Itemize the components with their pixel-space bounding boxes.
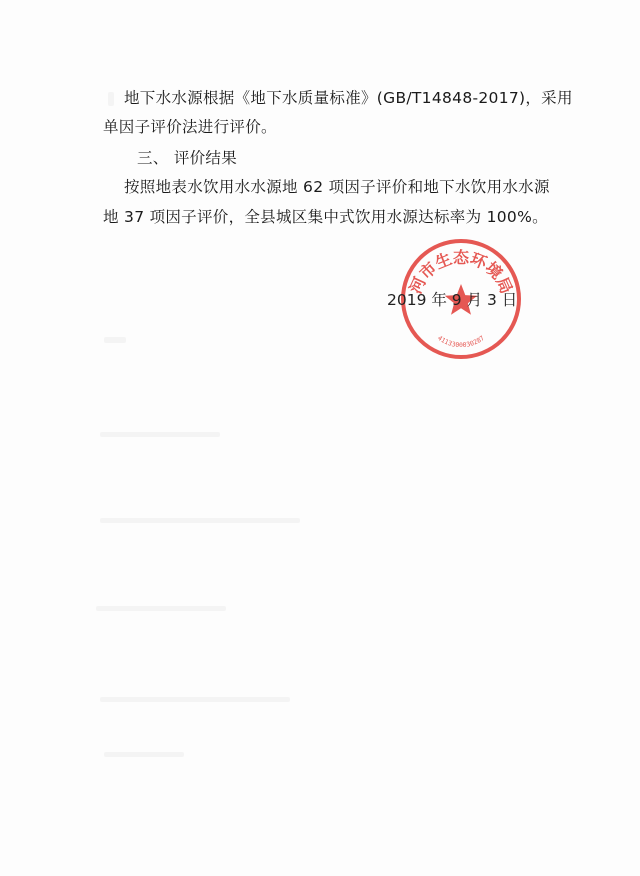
show-through-mark [108,92,114,106]
paragraph-1-line-2: 单因子评价法进行评价。 [103,118,277,136]
seal-number: 4113300030287 [436,334,486,350]
svg-text:4113300030287 [436,334,486,349]
document-date: 2019 年 9 月 3 日 [387,291,518,309]
paragraph-1-line-1: 地下水水源根据《地下水质量标准》(GB/T14848-2017)，采用 [124,89,573,107]
paragraph-2-line-2: 地 37 项因子评价，全县城区集中式饮用水源达标率为 100%。 [103,208,548,226]
show-through-mark [100,697,290,702]
seal-text: 河市生态环境局 [405,247,517,297]
show-through-mark [96,606,226,611]
show-through-mark [104,752,184,757]
show-through-mark [100,518,300,523]
show-through-mark [100,432,220,437]
section-heading: 三、 评价结果 [137,149,238,167]
paragraph-2-line-1: 按照地表水饮用水水源地 62 项因子评价和地下水饮用水水源 [124,178,550,196]
show-through-mark [104,337,126,343]
